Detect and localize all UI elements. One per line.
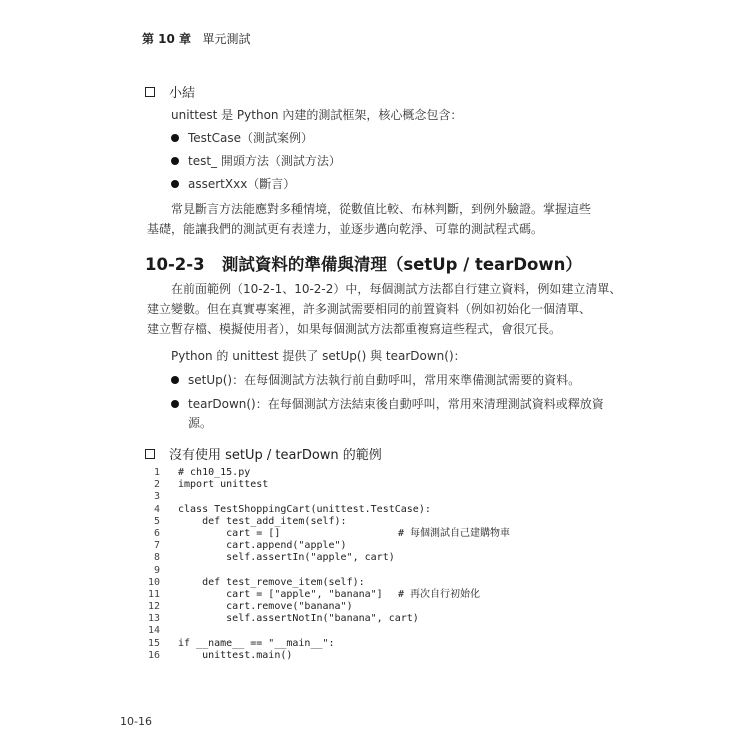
bullet-dot-icon [171, 400, 179, 408]
line-number: 3 [153, 491, 160, 503]
summary-paragraph-line: 常見斷言方法能應對多種情境，從數值比較、布林判斷，到例外驗證。掌握這些 [171, 202, 592, 216]
line-number: 9 [153, 564, 160, 576]
body-paragraph-line: 建立暫存檔、模擬使用者），如果每個測試方法都重複寫這些程式，會很冗長。 [147, 322, 562, 336]
code-line [140, 479, 590, 491]
line-number: 12 [147, 601, 160, 613]
code-line [140, 589, 590, 601]
code-line [140, 613, 590, 625]
code-text: cart = ["apple", "banana"] [178, 588, 383, 600]
line-number: 14 [147, 625, 160, 637]
bullet-dot-icon [171, 376, 179, 384]
body-paragraph-line: 在前面範例（10-2-1、10-2-2）中，每個測試方法都自行建立資料，例如建立清單、 [171, 282, 622, 296]
code-line [140, 565, 590, 577]
example-title-text: 沒有使用 setUp / tearDown 的範例 [169, 448, 382, 463]
summary-bullet: TestCase（測試案例） [171, 128, 313, 149]
bullet-dot-icon [171, 134, 179, 142]
code-comment: # 再次自行初始化 [398, 588, 481, 600]
line-number: 7 [153, 540, 160, 552]
section-heading [145, 251, 582, 275]
method-bullet-teardown: tearDown()：在每個測試方法結束後自動呼叫，常用來清理測試資料或釋放資 [171, 394, 604, 415]
page-number: 10-16 [120, 715, 152, 728]
code-line [140, 650, 590, 662]
code-text: cart.remove("banana") [178, 601, 353, 613]
example-section-title [145, 444, 382, 463]
heading-number: 10-2-3 [145, 255, 205, 274]
code-listing [140, 467, 590, 662]
bullet-dot-icon [171, 157, 179, 165]
line-number: 16 [147, 649, 160, 661]
summary-section-title [145, 82, 195, 101]
code-text: # ch10_15.py [178, 467, 251, 478]
code-text: def test_add_item(self): [178, 515, 347, 527]
code-line [140, 467, 590, 479]
method-bullet-setup: setUp()：在每個測試方法執行前自動呼叫，常用來準備測試需要的資料。 [171, 370, 580, 391]
summary-bullet: test_ 開頭方法（測試方法） [171, 151, 341, 172]
line-number: 1 [153, 467, 160, 478]
code-line [140, 491, 590, 503]
method-bullet-continuation: 源。 [188, 416, 213, 430]
code-text: unittest.main() [178, 649, 293, 661]
summary-bullet: assertXxx（斷言） [171, 174, 295, 195]
chapter-title: 單元測試 [202, 32, 251, 46]
summary-title-text: 小結 [169, 86, 196, 101]
line-number: 8 [153, 552, 160, 564]
code-line [140, 516, 590, 528]
summary-intro: unittest 是 Python 內建的測試框架，核心概念包含： [171, 108, 463, 122]
code-comment: # 每個測試自己建購物車 [398, 527, 511, 539]
code-text: cart.append("apple") [178, 540, 347, 552]
code-line [140, 540, 590, 552]
code-line [140, 552, 590, 564]
line-number: 11 [147, 588, 160, 600]
code-text: class TestShoppingCart(unittest.TestCase): [178, 503, 431, 515]
body-paragraph-line: 建立變數。但在真實專案裡，許多測試需要相同的前置資料（例如初始化一個清單、 [147, 302, 592, 316]
code-line [140, 638, 590, 650]
body-paragraph: Python 的 unittest 提供了 setUp() 與 tearDown()： [171, 349, 466, 363]
code-text: self.assertNotIn("banana", cart) [178, 613, 419, 625]
checkbox-square-icon [145, 449, 155, 459]
code-line [140, 625, 590, 637]
code-line [140, 577, 590, 589]
checkbox-square-icon [145, 87, 155, 97]
summary-paragraph-line: 基礎，能讓我們的測試更有表達力，並逐步邁向乾淨、可靠的測試程式碼。 [147, 222, 544, 236]
code-text: if __name__ == "__main__": [178, 637, 335, 649]
code-line [140, 528, 590, 540]
code-line [140, 601, 590, 613]
code-line [140, 504, 590, 516]
line-number: 4 [153, 503, 160, 515]
line-number: 6 [153, 527, 160, 539]
bullet-dot-icon [171, 180, 179, 188]
line-number: 2 [153, 479, 160, 491]
heading-title: 測試資料的準備與清理（setUp / tearDown） [221, 255, 582, 274]
code-text: import unittest [178, 479, 269, 491]
code-text: cart = [] [178, 527, 281, 539]
code-text: def test_remove_item(self): [178, 576, 365, 588]
line-number: 13 [147, 613, 160, 625]
code-text: self.assertIn("apple", cart) [178, 552, 395, 564]
chapter-number: 第 10 章 [142, 32, 192, 46]
line-number: 5 [153, 515, 160, 527]
running-header [142, 30, 251, 47]
line-number: 15 [147, 637, 160, 649]
line-number: 10 [147, 576, 160, 588]
